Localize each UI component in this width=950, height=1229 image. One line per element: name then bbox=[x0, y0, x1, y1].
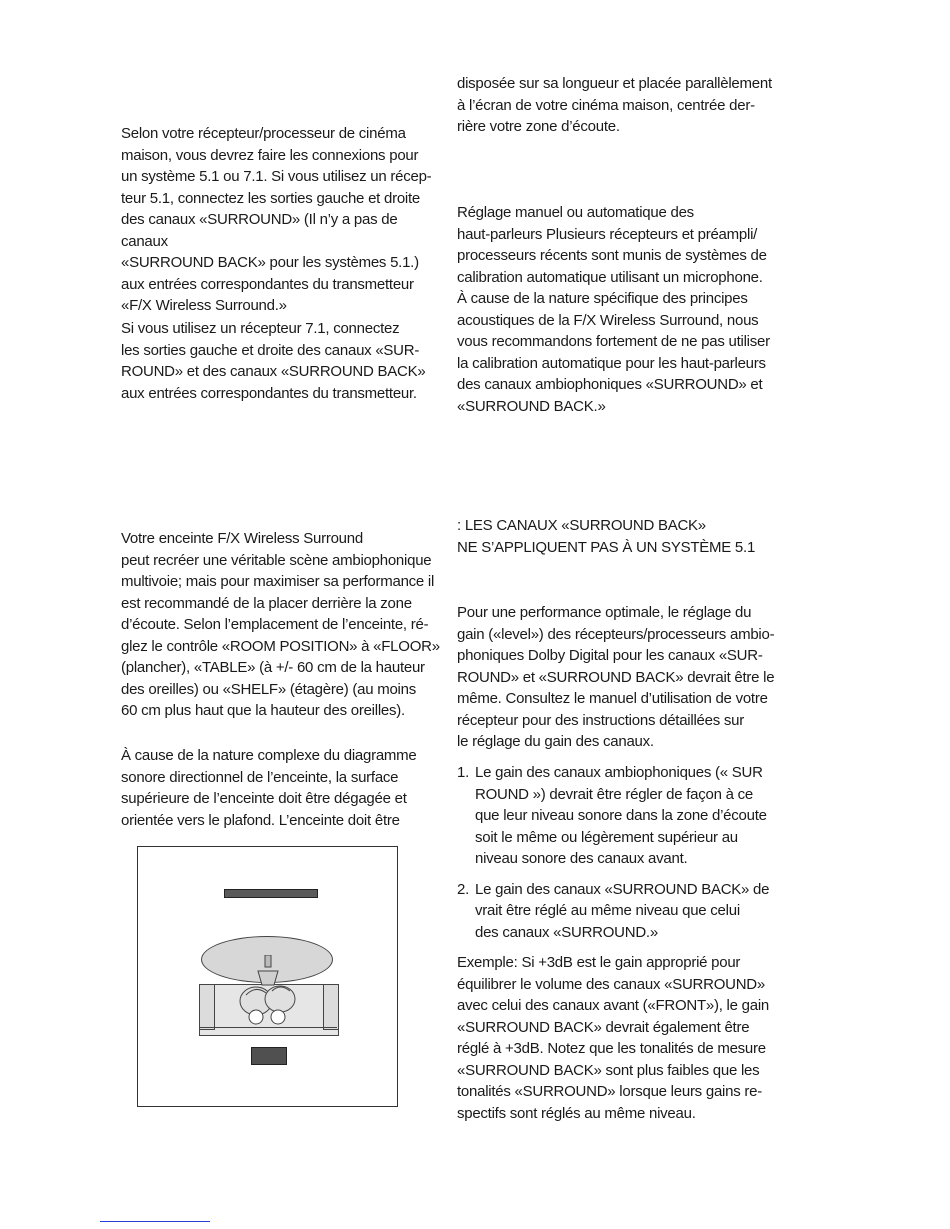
step-number: 1. bbox=[457, 764, 470, 781]
footnote-divider bbox=[100, 1221, 210, 1222]
gain-step-item bbox=[457, 762, 777, 870]
left-paragraph-directional-pattern: À cause de la nature complexe du diagramme sonore directionnel de l’enceinte, la surface supérieure de l’enceinte doit être dégagée et orientée vers le plafond. L’enceinte doit être bbox=[121, 747, 417, 829]
step-number: 2. bbox=[457, 880, 470, 898]
sofa-left-arm bbox=[199, 984, 215, 1030]
step-text: Le gain des canaux «SURROUND BACK» de vrait être réglé au même niveau que celui des canaux «SURROUND.» bbox=[475, 880, 770, 941]
right-note-surround-back: : LES CANAUX «SURROUND BACK» NE S’APPLIQUENT PAS À UN SYSTÈME 5.1 bbox=[457, 517, 756, 556]
placement-diagram bbox=[137, 846, 398, 1107]
sofa-right-arm bbox=[323, 984, 339, 1030]
right-paragraph-calibration: Réglage manuel ou automatique des haut-parleurs Plusieurs récepteurs et préampli/ processeurs récents sont munis de systèmes de calibration automatique utilisant un microphone. À cause de la nature spécifique des principes acoustiques de la F/X Wireless Surround, nous vous recommandons fortement de ne pas utiliser la calibration automatique pour les haut-parleurs des canaux ambiophoniques «SURROUND» et «SURROUND BACK.» bbox=[457, 204, 770, 415]
gain-step-item bbox=[457, 879, 777, 944]
left-paragraph-placement: Votre enceinte F/X Wireless Surround peut recréer une véritable scène ambiophonique multivoie; mais pour maximiser sa performance il est recommandé de la placer derrière la zone d’écoute. Selon l’emplacement de l’enceinte, ré- glez le contrôle «ROOM POSITION» à «FLOOR» (plancher), «TABLE» (à +/- 60 cm de la hauteur des oreilles) ou «SHELF» (étagère) (au moins 60 cm plus haut que la hauteur des oreilles). bbox=[121, 530, 440, 719]
right-paragraph-example: Exemple: Si +3dB est le gain approprié pour équilibrer le volume des canaux «SURROUND» avec celui des canaux avant («FRONT»), le gain «SURROUND BACK» devrait également être réglé à +3dB. Notez que les tonalités de mesure «SURROUND BACK» sont plus faibles que les tonalités «SURROUND» lorsque leurs gains re- spectifs sont réglés au même niveau. bbox=[457, 954, 769, 1122]
tv-screen-shape bbox=[224, 889, 318, 898]
right-paragraph-gain: Pour une performance optimale, le réglage du gain («level») des récepteurs/processeurs ambio- phoniques Dolby Digital pour les canaux «SUR- ROUND» et «SURROUND BACK» devrait être le même. Consultez le manuel d’utilisation de votre récepteur pour des instructions détaillées sur le réglage du gain des canaux. bbox=[457, 604, 775, 750]
listeners-icon bbox=[228, 955, 308, 1027]
right-paragraph-orientation: disposée sur sa longueur et placée parallèlement à l’écran de votre cinéma maison, centrée der- rière votre zone d’écoute. bbox=[457, 75, 772, 135]
left-paragraph-connections-intro: Selon votre récepteur/processeur de cinéma maison, vous devrez faire les connexions pour un système 5.1 ou 7.1. Si vous utilisez un récep- teur 5.1, connectez les sorties gauche et droite des canaux «SURROUND» (Il n’y a pas de canaux «SURROUND BACK» pour les systèmes 5.1.) aux entrées correspondantes du transmetteur «F/X Wireless Surround.» bbox=[121, 125, 432, 314]
sofa-base-line bbox=[199, 1027, 337, 1035]
gain-steps-list bbox=[457, 762, 777, 943]
step-text: Le gain des canaux ambiophoniques (« SUR ROUND ») devrait être régler de façon à ce que leur niveau sonore dans la zone d’écoute soit le même ou légèrement supérieur au niveau sonore des canaux avant. bbox=[475, 764, 767, 867]
surround-speaker-shape bbox=[251, 1047, 287, 1065]
left-paragraph-7-1-connections: Si vous utilisez un récepteur 7.1, connectez les sorties gauche et droite des canaux «SUR- ROUND» et des canaux «SURROUND BACK» aux entrées correspondantes du transmetteur. bbox=[121, 320, 426, 402]
